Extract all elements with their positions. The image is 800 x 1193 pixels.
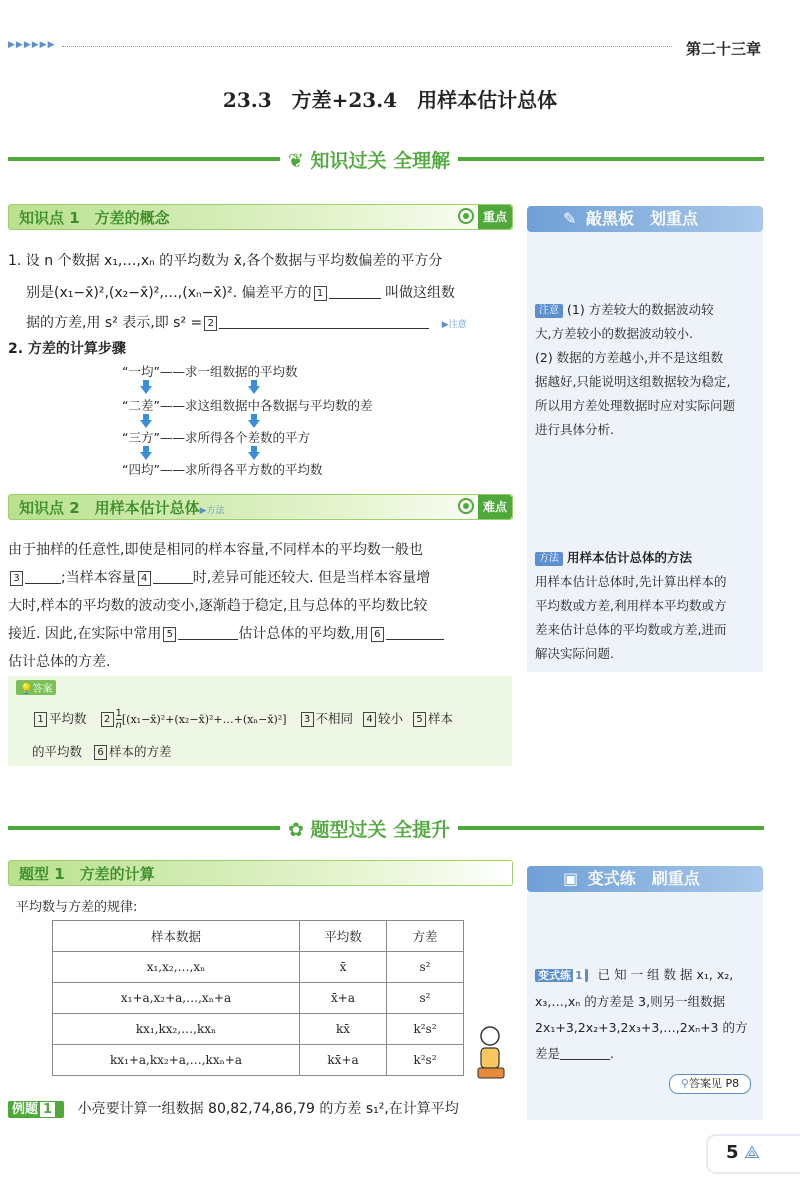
table-cell: x₁+a,x₂+a,…,xₙ+a <box>53 983 300 1014</box>
table-row <box>53 1045 464 1076</box>
method-tag: 方法 <box>535 552 563 566</box>
example-tag: 例题 1 <box>8 1101 64 1118</box>
arrow-down-icon <box>140 452 152 460</box>
table-cell: kx₁,kx₂,…,kxₙ <box>53 1014 300 1045</box>
table-cell: kx₁+a,kx₂+a,…,kxₙ+a <box>53 1045 300 1076</box>
compass-icon: ⟁ <box>744 1142 761 1163</box>
table-cell: s² <box>387 952 464 983</box>
section2-title: ✿ 题型过关 全提升 <box>280 815 458 842</box>
table-row <box>53 952 464 983</box>
sidebar1-method: 方法 用样本估计总体的方法 用样本估计总体时,先计算出样本的 平均数或方差,利用样本平均数或方 差来估计总体的平均数或方差,进而 解决实际问题. <box>535 550 727 661</box>
page-number: 5 <box>726 1142 739 1163</box>
target-icon <box>458 208 474 224</box>
arrow-down-icon <box>248 386 260 394</box>
leaf-icon: ❦ <box>288 150 304 172</box>
step-4: “四均”——求所得各平方数的平均数 <box>122 462 323 477</box>
sidebar2-panel <box>527 892 763 1120</box>
kp1-item1-line1: 1. 设 n 个数据 x₁,…,xₙ 的平均数为 x̄,各个数据与平均数偏差的平方分 <box>8 253 443 269</box>
thinking-person-icon <box>474 1024 508 1080</box>
bulb-icon: 💡 <box>20 684 33 695</box>
table-header: 方差 <box>387 921 464 952</box>
answers-box <box>8 676 512 766</box>
sidebar1-note: 注意 (1) 方差较大的数据波动较 大,方差较小的数据波动较小. (2) 数据的方差越小,并不是这组数 据越好,只能说明这组数据较为稳定, 所以用方差处理数据时应对实际问题 进行具体分析. <box>535 302 736 437</box>
section1-title: ❦ 知识过关 全理解 <box>280 146 458 173</box>
page-title: 23.3 方差+23.4 用样本估计总体 <box>222 88 558 112</box>
type1-title: 题型 1 方差的计算 <box>19 865 155 883</box>
answers-label: 💡答案 <box>16 680 56 695</box>
note-link[interactable]: ▶注意 <box>441 320 467 330</box>
kp1-badge: 重点 <box>478 205 512 229</box>
table-cell: kx̄+a <box>300 1045 387 1076</box>
table-header-row <box>53 921 464 952</box>
table-header: 平均数 <box>300 921 387 952</box>
book-icon: ▣ <box>563 869 579 888</box>
kp2-title: 知识点 2 用样本估计总体▶方法 <box>19 499 225 517</box>
answer-ref-button[interactable]: ⚲答案见 P8 <box>669 1074 751 1094</box>
table-cell: x₁,x₂,…,xₙ <box>53 952 300 983</box>
table-cell: k²s² <box>387 1045 464 1076</box>
kp2-header <box>8 494 513 520</box>
arrow-down-icon <box>140 420 152 428</box>
page-number-box <box>706 1134 800 1174</box>
arrow-down-icon <box>248 452 260 460</box>
kp1-item1-line3: 据的方差,用 s² 表示,即 s² = 2 ▶注意 <box>26 315 467 331</box>
header-rule <box>62 46 672 47</box>
sidebar1-header: ✎ 敲黑板 划重点 <box>527 206 763 232</box>
type1-header <box>8 860 513 886</box>
answers-line1: 1 平均数 2 $\frac{1}{n}$ [(x₁−x̄)²+(x₂−x̄)²+…+(xₙ−x̄)²] 3 不相同 4 较小 5 样本 <box>32 708 453 731</box>
person-icon: ✎ <box>563 209 577 228</box>
table-cell: kx̄ <box>300 1014 387 1045</box>
table-row <box>53 1014 464 1045</box>
sidebar2-header: ▣ 变式练 刷重点 <box>527 866 763 892</box>
kp1-title: 知识点 1 方差的概念 <box>19 209 170 227</box>
kp1-item1-line2: 别是(x₁−x̄)²,(x₂−x̄)²,…,(xₙ−x̄)². 偏差平方的 1 叫做这组数 <box>26 285 456 301</box>
kp1-header <box>8 204 513 230</box>
step-2: “二差”——求这组数据中各数据与平均数的差 <box>122 398 373 413</box>
gear-icon: ✿ <box>288 819 304 841</box>
table-cell: s² <box>387 983 464 1014</box>
arrow-down-icon <box>248 420 260 428</box>
example-line: 例题 1 小亮要计算一组数据 80,82,74,86,79 的方差 s₁²,在计算平均 <box>8 1098 459 1118</box>
method-link[interactable]: ▶方法 <box>199 506 225 516</box>
kp1-item2-title: 2. 方差的计算步骤 <box>8 341 126 357</box>
step-1: “一均”——求一组数据的平均数 <box>122 364 298 379</box>
target-icon <box>458 498 474 514</box>
note-tag: 注意 <box>535 304 563 318</box>
rules-table <box>52 920 464 1076</box>
table-cell: x̄ <box>300 952 387 983</box>
answers-line2: 的平均数 6 样本的方差 <box>32 744 172 759</box>
table-cell: x̄+a <box>300 983 387 1014</box>
kp2-body: 由于抽样的任意性,即使是相同的样本容量,不同样本的平均数一般也 3 ;当样本容量 4 时,差异可能还较大. 但是当样本容量增 大时,样本的平均数的波动变小,逐渐趋于稳定,且与总体的平均数比较 接近. 因此,在实际中常用 5 估计总体的平均数,用 6 估计总体的方差. <box>8 536 512 676</box>
sidebar2-exercise: 变式练 1 已 知 一 组 数 据 x₁, x₂, x₃,…,xₙ 的方差是 3,则另一组数据 2x₁+3,2x₂+3,2x₃+3,…,2xₙ+3 的方 差是 . <box>535 967 748 1061</box>
table-row <box>53 983 464 1014</box>
step-3: “三方”——求所得各个差数的平方 <box>122 430 310 445</box>
kp2-badge: 难点 <box>478 495 512 519</box>
table-header: 样本数据 <box>53 921 300 952</box>
pin-icon: ⚲ <box>680 1077 689 1090</box>
type1-intro: 平均数与方差的规律: <box>16 900 138 915</box>
arrow-down-icon <box>140 386 152 394</box>
table-cell: k²s² <box>387 1014 464 1045</box>
header-dots: ▶▶▶▶▶▶ <box>8 40 56 50</box>
chapter-label: 第二十三章 <box>686 40 762 58</box>
exercise-tag: 变式练 1 <box>535 969 588 982</box>
sidebar1-panel <box>527 232 763 672</box>
